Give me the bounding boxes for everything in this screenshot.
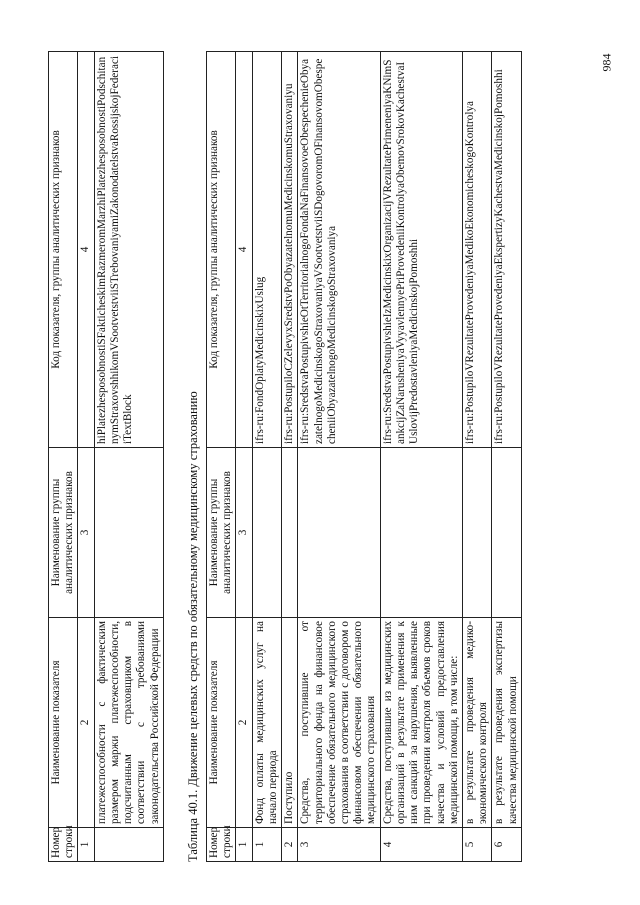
row-number: 2 bbox=[282, 828, 298, 862]
table-row bbox=[282, 52, 298, 862]
header-indicator-name: Наименование показателя bbox=[49, 618, 78, 828]
header-group-name: Наименование группы аналитических признаков bbox=[207, 448, 236, 618]
indicator-code: ifrs-ru:SredstvaPostupivshieIzMedicinskixOrganizacijVRezultatePrimeneniyaKNimSankcijZaNarusheniyaVyyavlennyePriProvedeniiKontrolyaObemovSrokovKachestvaIUslovijPredostavleniyaMedicinskojPomoshhi bbox=[380, 52, 462, 448]
indicator-name: платежеспособности с фактическим размером маржи платежеспособности, подсчитанным страховщиком в соответствии с требованиями законодательства Российской Федерации bbox=[94, 618, 163, 828]
indicator-name: Средства, поступившие от территориального фонда на финансовое обеспечение обязательного медицинского страхования в соответствии с договором о финансовом обеспечении обязательного медицинского страхования bbox=[298, 618, 380, 828]
table-row bbox=[492, 52, 521, 862]
header-code: Код показателя, группы аналитических признаков bbox=[49, 52, 78, 448]
column-number: 1 bbox=[78, 828, 94, 862]
column-number: 1 bbox=[236, 828, 252, 862]
table-row bbox=[252, 52, 281, 862]
indicator-code: hiPlatezhesposobnostiSFakticheskimRazmeromMarzhiPlatezhesposobnostiPodschitannymStraxovshhikomVSootvetstviiSTrebovaniyamiZakonodatelstvaRossijskojFederaciiTextBlock bbox=[94, 52, 163, 448]
group-name bbox=[252, 448, 281, 618]
indicator-code: ifrs-ru:SredstvaPostupivshieOtTerritorialnogoFondaNaFinansovoeObespechenieObyazatelnogoMedicinskogoStraxovaniyaVSootvetstviiSDogovoromOFinansovomObespecheniiObyazatelnogoMedicinskogoStraxovaniya bbox=[298, 52, 380, 448]
row-number: 4 bbox=[380, 828, 462, 862]
table-caption: Таблица 40.1. Движение целевых средств по обязательному медицинскому страхованию bbox=[186, 391, 200, 862]
column-number: 3 bbox=[78, 448, 94, 618]
top-table bbox=[48, 51, 164, 862]
table-row bbox=[462, 52, 491, 862]
column-number: 4 bbox=[78, 52, 94, 448]
group-name bbox=[462, 448, 491, 618]
indicator-code: ifrs-ru:PostupiloCZelevyxSredstvPoObyazatelnomuMedicinskomuStraxovaniyu bbox=[282, 52, 298, 448]
indicator-name: Фонд оплаты медицинских услуг на начало периода bbox=[252, 618, 281, 828]
rotated-content bbox=[48, 42, 596, 862]
indicator-name: в результате проведения экспертизы качества медицинской помощи bbox=[492, 618, 521, 828]
indicator-name: в результате проведения медико-экономического контроля bbox=[462, 618, 491, 828]
group-name bbox=[94, 448, 163, 618]
column-number: 2 bbox=[236, 618, 252, 828]
group-name bbox=[492, 448, 521, 618]
table-row bbox=[298, 52, 380, 862]
indicator-name: Поступило bbox=[282, 618, 298, 828]
column-number: 2 bbox=[78, 618, 94, 828]
header-indicator-name: Наименование показателя bbox=[207, 618, 236, 828]
header-code: Код показателя, группы аналитических признаков bbox=[207, 52, 236, 448]
indicator-code: ifrs-ru:FondOplatyMedicinskixUslug bbox=[252, 52, 281, 448]
header-row-number: Номер строки bbox=[49, 828, 78, 862]
group-name bbox=[380, 448, 462, 618]
main-table bbox=[206, 51, 522, 862]
indicator-code: ifrs-ru:PostupiloVRezultateProvedeniyaMedikoEkonomicheskogoKontrolya bbox=[462, 52, 491, 448]
column-number: 3 bbox=[236, 448, 252, 618]
header-group-name: Наименование группы аналитических признаков bbox=[49, 448, 78, 618]
row-number: 1 bbox=[252, 828, 281, 862]
row-number: 6 bbox=[492, 828, 521, 862]
table-row bbox=[94, 52, 163, 862]
row-number: 5 bbox=[462, 828, 491, 862]
group-name bbox=[282, 448, 298, 618]
header-row-number: Номер строки bbox=[207, 828, 236, 862]
column-number: 4 bbox=[236, 52, 252, 448]
group-name bbox=[298, 448, 380, 618]
row-number: 3 bbox=[298, 828, 380, 862]
indicator-code: ifrs-ru:PostupiloVRezultateProvedeniyaEkspertizyKachestvaMedicinskojPomoshhi bbox=[492, 52, 521, 448]
indicator-name: Средства, поступившие из медицинских организаций в результате применения к ним санкций за нарушения, выявленные при проведении контроля объемов сроков качества и условий предоставления медицинской помощи, в том числе: bbox=[380, 618, 462, 828]
table-row bbox=[380, 52, 462, 862]
row-number bbox=[94, 828, 163, 862]
page-number: 984 bbox=[599, 53, 614, 72]
